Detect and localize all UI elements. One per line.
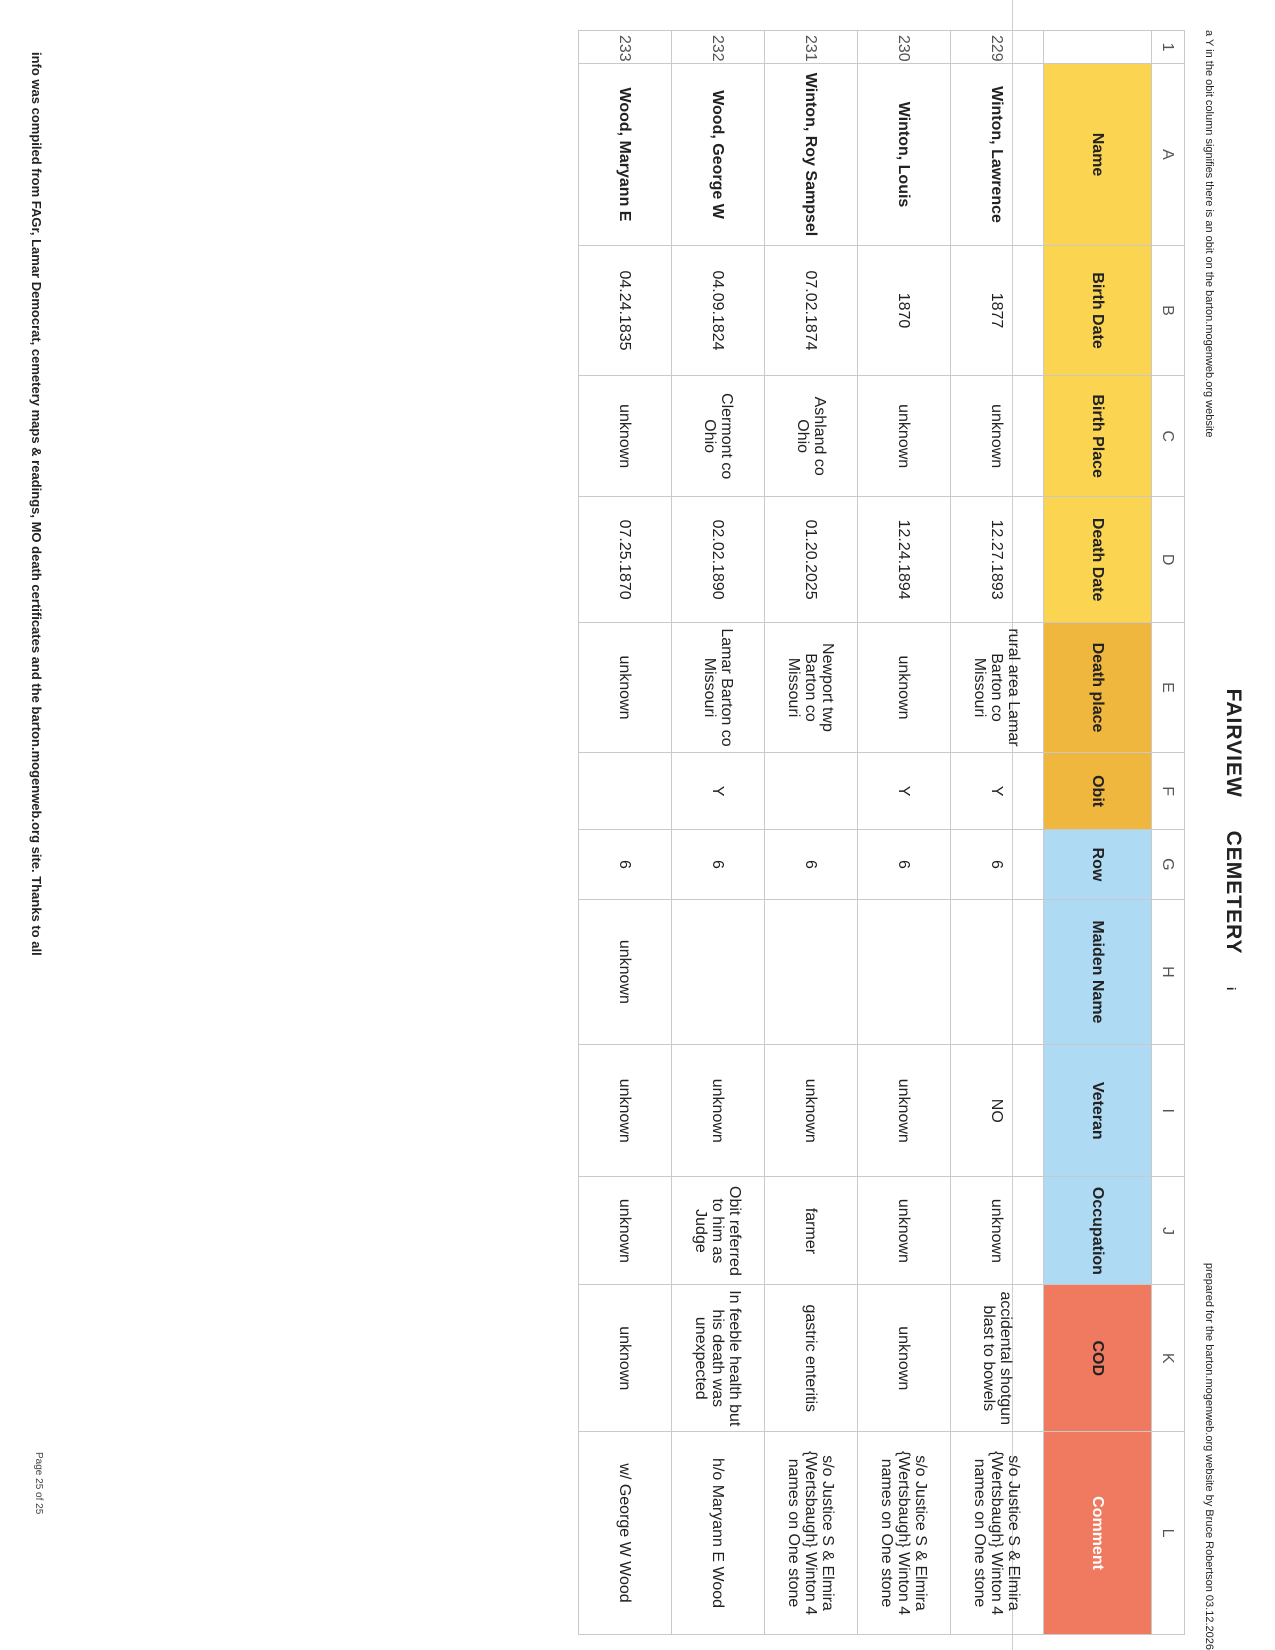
row-number: 230 xyxy=(858,31,951,64)
column-letter: B xyxy=(1152,245,1185,375)
rotated-sheet xyxy=(195,30,1245,1650)
cell-death-date: 12.27.1893 xyxy=(951,497,1044,623)
cell-death-place: unknown xyxy=(858,622,951,752)
column-letter: L xyxy=(1152,1432,1185,1635)
header-birth-date: Birth Date xyxy=(1044,245,1152,375)
cell-row: 6 xyxy=(579,830,672,899)
cell-obit xyxy=(765,753,858,830)
column-letter: G xyxy=(1152,830,1185,899)
cell-death-place: rural area Lamar Barton co Missouri xyxy=(951,622,1044,752)
row-number: 231 xyxy=(765,31,858,64)
cell-death-date: 07.25.1870 xyxy=(579,497,672,623)
column-letter: I xyxy=(1152,1045,1185,1177)
column-letter: E xyxy=(1152,622,1185,752)
cell-obit xyxy=(579,753,672,830)
cell-maiden-name xyxy=(951,899,1044,1045)
cell-cod: unknown xyxy=(858,1285,951,1432)
cell-birth-date: 07.02.1874 xyxy=(765,245,858,375)
cell-name: Winton, Roy Sampsel xyxy=(765,64,858,246)
cell-obit: Y xyxy=(672,753,765,830)
cell-occupation: unknown xyxy=(579,1177,672,1285)
cell-name: Winton, Lawrence xyxy=(951,64,1044,246)
cell-name: Winton, Louis xyxy=(858,64,951,246)
cell-birth-place: unknown xyxy=(858,376,951,497)
cell-comment: w/ George W Wood xyxy=(579,1432,672,1635)
cell-occupation: Obit referred to him as Judge xyxy=(672,1177,765,1285)
header-maiden-name: Maiden Name xyxy=(1044,899,1152,1045)
table-row xyxy=(579,31,672,1635)
cell-comment: h/o Maryann E Wood xyxy=(672,1432,765,1635)
cell-comment: s/o Justice S & Elmira {Wertsbaugh} Winton 4 names on One stone xyxy=(858,1432,951,1635)
obit-note: a Y in the obit column signifies there is an obit on the barton.mogenweb.org website xyxy=(1203,30,1215,438)
cell-birth-place: unknown xyxy=(579,376,672,497)
cell-row: 6 xyxy=(951,830,1044,899)
cell-birth-place: Clermont co Ohio xyxy=(672,376,765,497)
cell-death-date: 02.02.1890 xyxy=(672,497,765,623)
cemetery-title: FAIRVIEW CEMETERY i xyxy=(1222,688,1245,992)
row-number: 229 xyxy=(951,31,1044,64)
column-letter: K xyxy=(1152,1285,1185,1432)
header-row-number: Row xyxy=(1044,830,1152,899)
cell-veteran: NO xyxy=(951,1045,1044,1177)
prepared-by-note: prepared for the barton.mogenweb.org website by Bruce Robertson 03.12.2026 xyxy=(1203,1262,1215,1650)
column-letter-row xyxy=(1152,31,1185,1635)
column-letter: 1 xyxy=(1152,31,1185,64)
cell-maiden-name: unknown xyxy=(579,899,672,1045)
cell-maiden-name xyxy=(672,899,765,1045)
header-comment: Comment xyxy=(1044,1432,1152,1635)
column-letter: F xyxy=(1152,753,1185,830)
column-letter: J xyxy=(1152,1177,1185,1285)
header-veteran: Veteran xyxy=(1044,1045,1152,1177)
cell-birth-date: 1877 xyxy=(951,245,1044,375)
header-death-date: Death Date xyxy=(1044,497,1152,623)
cell-occupation: unknown xyxy=(951,1177,1044,1285)
cell-occupation: unknown xyxy=(858,1177,951,1285)
header-name: Name xyxy=(1044,64,1152,246)
cell-veteran: unknown xyxy=(672,1045,765,1177)
column-letter: H xyxy=(1152,899,1185,1045)
cell-name: Wood, George W xyxy=(672,64,765,246)
header-birth-place: Birth Place xyxy=(1044,376,1152,497)
cell-death-place: Lamar Barton co Missouri xyxy=(672,622,765,752)
cell-veteran: unknown xyxy=(858,1045,951,1177)
table-row xyxy=(765,31,858,1635)
cell-death-date: 12.24.1894 xyxy=(858,497,951,623)
column-letter: C xyxy=(1152,376,1185,497)
table-row xyxy=(672,31,765,1635)
page-number: Page 25 of 25 xyxy=(33,1452,44,1515)
header-corner xyxy=(1044,31,1152,64)
cell-name: Wood, Maryann E xyxy=(579,64,672,246)
cell-cod: accidental shotgun blast to bowels xyxy=(951,1285,1044,1432)
burial-table xyxy=(578,30,1185,1635)
cell-comment: s/o Justice S & Elmira {Wertsbaugh} Winton 4 names on One stone xyxy=(765,1432,858,1635)
row-number: 233 xyxy=(579,31,672,64)
header-occupation: Occupation xyxy=(1044,1177,1152,1285)
cell-occupation: farmer xyxy=(765,1177,858,1285)
cell-row: 6 xyxy=(858,830,951,899)
cell-death-place: unknown xyxy=(579,622,672,752)
cell-row: 6 xyxy=(765,830,858,899)
row-number: 232 xyxy=(672,31,765,64)
cell-death-place: Newport twp Barton co Missouri xyxy=(765,622,858,752)
cell-death-date: 01.20.2025 xyxy=(765,497,858,623)
column-letter: D xyxy=(1152,497,1185,623)
cell-obit: Y xyxy=(951,753,1044,830)
header-row xyxy=(1044,31,1152,1635)
table-row xyxy=(951,31,1044,1635)
header-cod: COD xyxy=(1044,1285,1152,1432)
cell-birth-date: 04.24.1835 xyxy=(579,245,672,375)
cell-birth-place: unknown xyxy=(951,376,1044,497)
cell-row: 6 xyxy=(672,830,765,899)
cell-maiden-name xyxy=(858,899,951,1045)
cell-cod: gastric enteritis xyxy=(765,1285,858,1432)
cell-birth-date: 1870 xyxy=(858,245,951,375)
cell-veteran: unknown xyxy=(579,1045,672,1177)
header-death-place: Death place xyxy=(1044,622,1152,752)
cell-comment: s/o Justice S & Elmira {Wertsbaugh} Winton 4 names on One stone xyxy=(951,1432,1044,1635)
header-obit: Obit xyxy=(1044,753,1152,830)
cell-veteran: unknown xyxy=(765,1045,858,1177)
cell-obit: Y xyxy=(858,753,951,830)
column-letter: A xyxy=(1152,64,1185,246)
cell-cod: In feeble health but his death was unexpected xyxy=(672,1285,765,1432)
cell-birth-place: Ashland co Ohio xyxy=(765,376,858,497)
table-row xyxy=(858,31,951,1635)
cell-birth-date: 04.09.1824 xyxy=(672,245,765,375)
cell-cod: unknown xyxy=(579,1285,672,1432)
cell-maiden-name xyxy=(765,899,858,1045)
sources-footer: info was compiled from FAGr, Lamar Democrat, cemetery maps & readings, MO death certificates and the barton.mogenweb.org site. Thanks to all xyxy=(29,52,44,956)
